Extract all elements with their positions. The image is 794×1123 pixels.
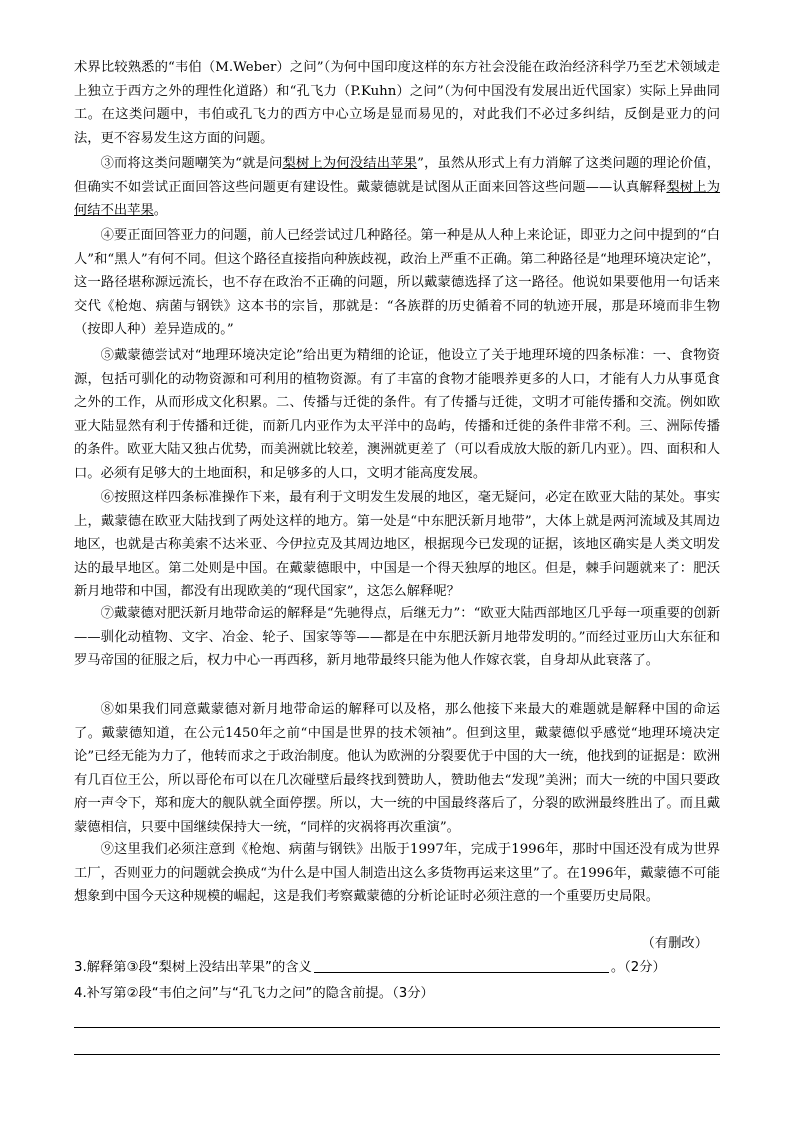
edit-note: （有删改） bbox=[641, 936, 708, 951]
paragraph-7: ⑦戴蒙德对肥沃新月地带命运的解释是“先驰得点，后继无力”：“欧亚大陆西部地区几乎每一项重要的创新——驯化动植物、文字、冶金、轮子、国家等等——都是在中东肥沃新月地带发明的。”而经过亚历山大东征和罗马帝国的征服之后，权力中心一再西移，新月地带最终只能为他人作嫁衣裳，自身却从此衰落了。 bbox=[74, 606, 720, 669]
paragraph-9: ⑨这里我们必须注意到《枪炮、病菌与钢铁》出版于1997年，完成于1996年，那时中国还没有成为世界工厂，否则亚力的问题就会换成“为什么是中国人制造出这么多货物再运来这里”了。在1996年，戴蒙德不可能想象到中国今天这种规模的崛起，这是我们考察戴蒙德的分析论证时必须注意的一个重要历史局限。 bbox=[74, 842, 720, 905]
question-score: 。（2分） bbox=[610, 960, 666, 975]
paragraph-8: ⑧如果我们同意戴蒙德对新月地带命运的解释可以及格，那么他接下来最大的难题就是解释中国的命运了。戴蒙德知道，在公元1450年之前“中国是世界的技术领袖”。但到这里，戴蒙德似乎感觉“地理环境决定论”已经无能为力了，他转而求之于政治制度。他认为欧洲的分裂要优于中国的大一统，他找到的证据是：欧洲有几百位王公，所以哥伦布可以在几次碰壁后最终找到赞助人，赞助他去“发现”美洲；而大一统的中国只要政府一声令下，郑和庞大的舰队就全面停摆。所以，大一统的中国最终落后了，分裂的欧洲最终胜出了。而且戴蒙德相信，只要中国继续保持大一统，“同样的灾祸将再次重演”。 bbox=[74, 702, 720, 835]
answer-blank[interactable] bbox=[314, 957, 609, 973]
paragraph-3 bbox=[74, 152, 720, 223]
question-3 bbox=[74, 957, 734, 979]
paragraph-2-continued bbox=[74, 56, 720, 150]
answer-line-1[interactable] bbox=[74, 1027, 720, 1028]
paragraph-text: ③而将这类问题嘲笑为“就是问 bbox=[100, 156, 283, 171]
underlined-phrase: 梨树上为何没结出苹果 bbox=[282, 156, 418, 171]
paragraph-4: ④要正面回答亚力的问题，前人已经尝试过几种路径。第一种是从人种上来论证，即亚力之问中提到的“白人”和“黑人”有何不同。但这个路径直接指向种族歧视，政治上严重不正确。第二种路径是“地理环境决定论”，这一路径堪称源远流长，也不存在政治不正确的问题，所以戴蒙德选择了这一路径。他说如果要他用一句话来交代《枪炮、病菌与钢铁》这本书的宗旨，那就是：“各族群的历史循着不同的轨迹开展，那是环境而非生物（按即人种）差异造成的。” bbox=[74, 228, 720, 338]
paragraph-text: ”，虽然从形式上有力消解了这类问题的理论价值，但确实不如尝试正面回答这些问题更有建设性。戴蒙德就是试图从正面来回答这些问题——认真解释 bbox=[74, 156, 720, 195]
question-4: 4.补写第②段“韦伯之问”与“孔飞力之问”的隐含前提。（3分） bbox=[74, 986, 434, 1001]
paragraph-text: 。 bbox=[153, 203, 168, 219]
underlined-phrase: 梨树上为何结不出苹果 bbox=[74, 179, 721, 219]
paragraph-5: ⑤戴蒙德尝试对“地理环境决定论”给出更为精细的论证，他设立了关于地理环境的四条标准：一、食物资源，包括可驯化的动物资源和可利用的植物资源。有了丰富的食物才能喂养更多的人口，才能有人力从事觅食之外的工作，从而形成文化积累。二、传播与迁徙的条件。有了传播与迁徙，文明才可能传播和交流。例如欧亚大陆显然有利于传播和迁徙，而新几内亚作为太平洋中的岛屿，传播和迁徙的条件非常不利。三、洲际传播的条件。欧亚大陆又独占优势，而美洲就比较差，澳洲就更差了（可以看成放大版的新几内亚）。四、面积和人口。必须有足够大的土地面积，和足够多的人口，文明才能高度发展。 bbox=[74, 348, 720, 481]
answer-line-2[interactable] bbox=[74, 1054, 720, 1055]
question-text: 3.解释第③段“梨树上没结出苹果”的含义 bbox=[74, 960, 312, 975]
paragraph-6: ⑥按照这样四条标准操作下来，最有利于文明发生发展的地区，毫无疑问，必定在欧亚大陆的某处。事实上，戴蒙德在欧亚大陆找到了两处这样的地方。第一处是“中东肥沃新月地带”，大体上就是两河流域及其周边地区，也就是古称美索不达米亚、今伊拉克及其周边地区，根据现今已发现的证据，该地区确实是人类文明发达的最早地区。第二处则是中国。在戴蒙德眼中，中国是一个得天独厚的地区。但是，棘手问题就来了：肥沃新月地带和中国，都没有出现欧美的“现代国家”，这怎么解释呢？ bbox=[74, 490, 720, 600]
paragraph-text: 术界比较熟悉的“韦伯（M.Weber）之问”（为何中国印度这样的东方社会没能在政治经济科学乃至艺术领域走上独立于西方之外的理性化道路）和“孔飞力（P.Kuhn）之问”（为何中国没有发展出近代国家）实际上异曲同工。在这类问题中，韦伯或孔飞力的西方中心立场是显而易见的，对此我们不必过多纠结，反倒是亚力的问法，更不容易发生这方面的问题。 bbox=[74, 60, 720, 146]
